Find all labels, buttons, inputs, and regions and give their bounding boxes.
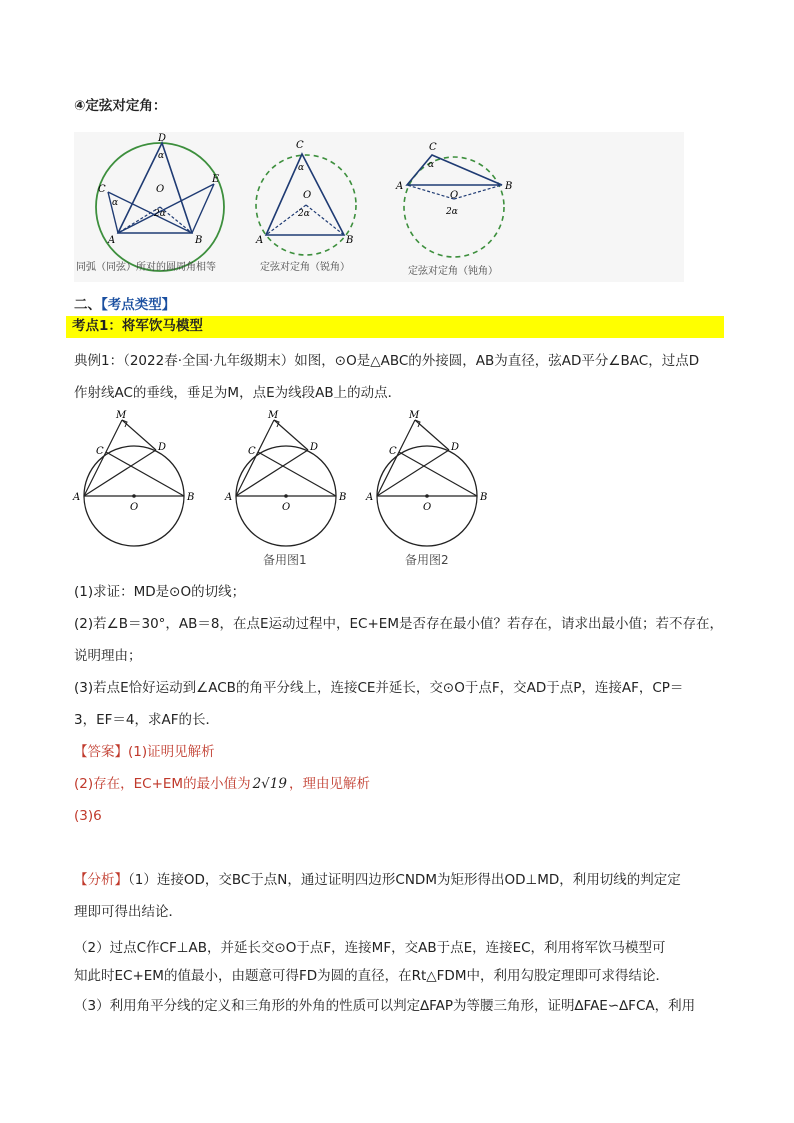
example-diagrams xyxy=(66,410,496,570)
topic-banner: 考点1：将军饮马模型 xyxy=(66,316,724,338)
svg-text:2α: 2α xyxy=(154,209,166,219)
diagram-obtuse xyxy=(395,142,512,257)
answer-label: 【答案】 xyxy=(74,744,128,760)
svg-text:A: A xyxy=(73,492,81,503)
caption-spare-1: 备用图1 xyxy=(263,553,307,567)
svg-text:M: M xyxy=(268,410,279,421)
example-line-2: 作射线AC的垂线，垂足为M，点E为线段AB上的动点． xyxy=(74,385,402,401)
analysis-label: 【分析】 xyxy=(74,872,128,888)
caption-obtuse: 定弦对定角（钝角） xyxy=(408,266,498,277)
svg-text:2α: 2α xyxy=(446,207,458,217)
svg-text:2α: 2α xyxy=(298,209,310,219)
svg-text:A: A xyxy=(396,181,404,192)
svg-text:O: O xyxy=(303,190,312,201)
svg-text:A: A xyxy=(225,492,233,503)
svg-text:D: D xyxy=(310,442,319,453)
figure-panel-top xyxy=(74,132,684,282)
caption-same-arc: 同弧（同弦）所对的圆周角相等 xyxy=(76,262,216,273)
analysis-line-1: 【分析】（1）连接OD，交BC于点N，通过证明四边形CNDM为矩形得出OD⊥MD，利用切线的判定定 xyxy=(74,872,681,888)
example-diagram-main xyxy=(72,410,194,546)
svg-text:B: B xyxy=(339,492,347,503)
question-1: (1)求证：MD是⊙O的切线； xyxy=(74,584,246,600)
svg-text:O: O xyxy=(423,502,432,513)
caption-spare-2: 备用图2 xyxy=(405,553,449,567)
svg-text:C: C xyxy=(96,446,104,457)
svg-text:C: C xyxy=(389,446,397,457)
example-line-1: 典例1：（2022春·全国·九年级期末）如图，⊙O是△ABC的外接圆，AB为直径，弦AD平分∠BAC，过点D xyxy=(74,353,700,369)
svg-text:O: O xyxy=(450,190,459,201)
question-2-line-2: 说明理由； xyxy=(74,648,142,664)
svg-text:O: O xyxy=(130,502,139,513)
svg-text:α: α xyxy=(428,160,435,170)
analysis-line-2: 理即可得出结论． xyxy=(74,904,182,920)
svg-text:B: B xyxy=(505,181,513,192)
section-heading: ④定弦对定角： xyxy=(74,98,167,114)
spare-diagram-2 xyxy=(365,410,487,546)
svg-text:α: α xyxy=(158,151,165,161)
svg-text:A: A xyxy=(108,235,116,246)
svg-text:C: C xyxy=(429,142,437,153)
section2-heading: 二、【考点类型】 xyxy=(74,297,176,313)
question-3-line-2: 3，EF＝4，求AF的长． xyxy=(74,712,219,728)
answer-line-2: (2)存在，EC+EM的最小值为 2√19 ，理由见解析 xyxy=(74,776,370,792)
svg-text:E: E xyxy=(212,174,220,185)
answer-line-1: 【答案】(1)证明见解析 xyxy=(74,744,215,760)
spare-diagram-1 xyxy=(224,410,346,546)
chord-angle-diagrams xyxy=(74,132,684,282)
svg-text:B: B xyxy=(480,492,488,503)
analysis-line-3: （2）过点C作CF⊥AB，并延长交⊙O于点F，连接MF，交AB于点E，连接EC，利用将军饮马模型可 xyxy=(74,940,666,956)
question-2-line-1: (2)若∠B＝30°，AB＝8，在点E运动过程中，EC+EM是否存在最小值？若存在，请求出最小值；若不存在， xyxy=(74,616,723,632)
svg-text:C: C xyxy=(98,184,106,195)
analysis-line-5: （3）利用角平分线的定义和三角形的外角的性质可以判定∆FAP为等腰三角形，证明∆FAE∽∆FCA，利用 xyxy=(74,998,696,1014)
svg-text:O: O xyxy=(282,502,291,513)
svg-text:C: C xyxy=(296,140,304,151)
svg-text:D: D xyxy=(158,133,167,144)
svg-text:C: C xyxy=(248,446,256,457)
diagram-same-arc xyxy=(96,133,224,271)
question-3-line-1: (3)若点E恰好运动到∠ACB的角平分线上，连接CE并延长，交⊙O于点F，交AD于点P，连接AF，CP＝ xyxy=(74,680,684,696)
svg-text:M: M xyxy=(116,410,127,421)
figure-row-middle xyxy=(66,410,496,570)
caption-acute: 定弦对定角（锐角） xyxy=(260,262,350,273)
svg-text:B: B xyxy=(346,235,354,246)
svg-text:A: A xyxy=(366,492,374,503)
svg-text:B: B xyxy=(195,235,203,246)
svg-text:B: B xyxy=(187,492,195,503)
svg-text:α: α xyxy=(112,198,119,208)
svg-text:D: D xyxy=(451,442,460,453)
svg-text:M: M xyxy=(409,410,420,421)
answer-line-3: (3)6 xyxy=(74,808,102,824)
svg-text:α: α xyxy=(298,163,305,173)
svg-text:O: O xyxy=(156,184,165,195)
diagram-acute xyxy=(255,140,356,255)
svg-text:A: A xyxy=(256,235,264,246)
svg-text:D: D xyxy=(158,442,167,453)
analysis-line-4: 知此时EC+EM的值最小，由题意可得FD为圆的直径，在Rt△FDM中，利用勾股定理即可求得结论． xyxy=(74,968,669,984)
